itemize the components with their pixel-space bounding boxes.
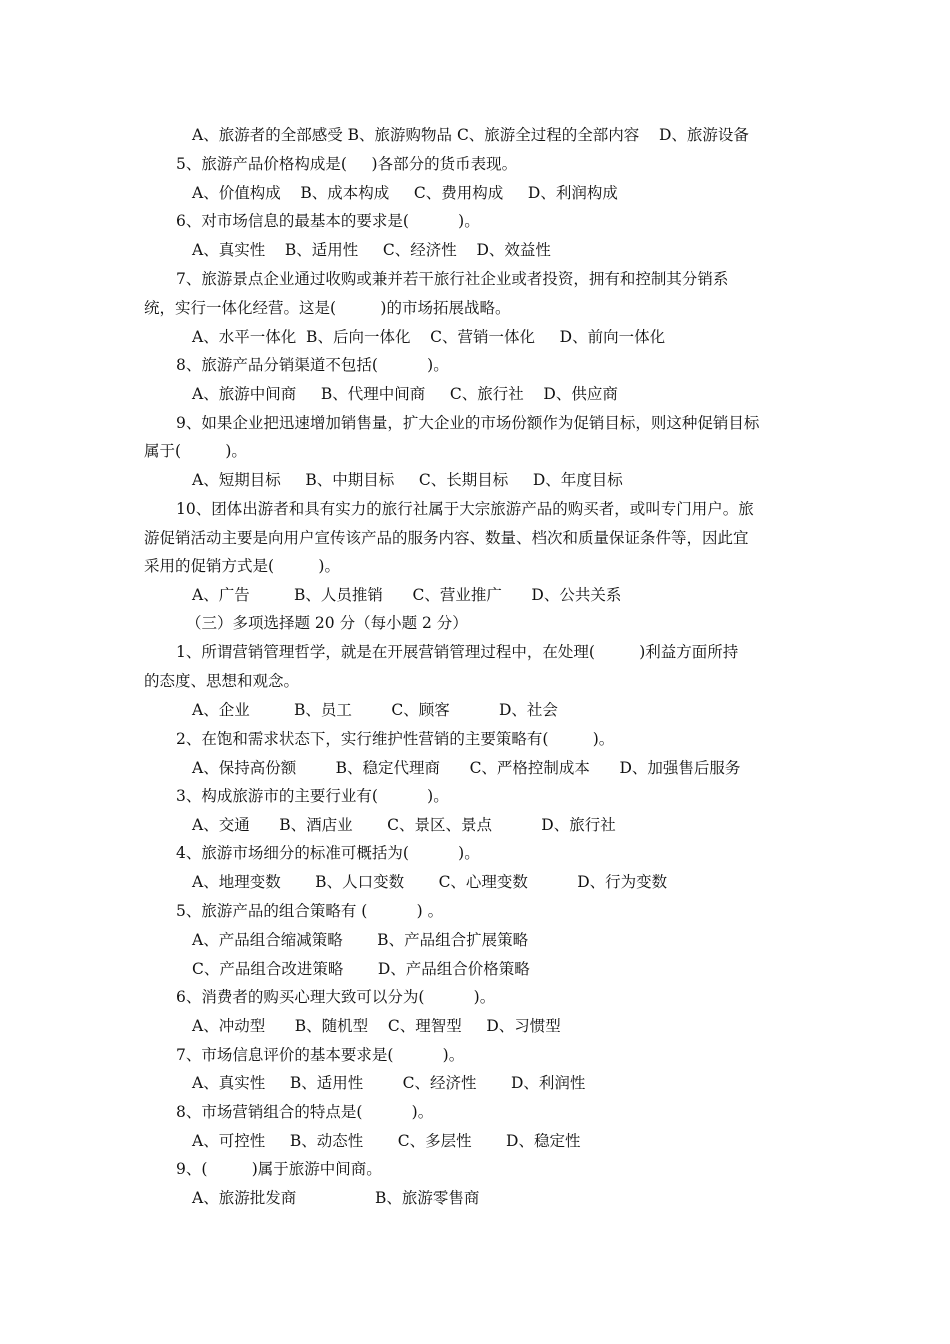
question-text: 8、旅游产品分销渠道不包括( )。 <box>176 356 449 374</box>
answer-options: A、旅游中间商 B、代理中间商 C、旅行社 D、供应商 <box>192 385 618 403</box>
answer-options: A、水平一体化 B、后向一体化 C、营销一体化 D、前向一体化 <box>192 328 666 346</box>
answer-options: A、真实性 B、适用性 C、经济性 D、利润性 <box>192 1074 586 1092</box>
question-text-continued: 统，实行一体化经营。这是( )的市场拓展战略。 <box>144 299 511 317</box>
question-text: 2、在饱和需求状态下，实行维护性营销的主要策略有( )。 <box>176 730 615 748</box>
answer-options: A、旅游批发商 B、旅游零售商 <box>192 1189 480 1207</box>
answer-options: C、产品组合改进策略 D、产品组合价格策略 <box>192 960 530 978</box>
question-text: 7、旅游景点企业通过收购或兼并若干旅行社企业或者投资，拥有和控制其分销系 <box>176 270 729 288</box>
question-text-continued: 游促销活动主要是向用户宣传该产品的服务内容、数量、档次和质量保证条件等，因此宜 <box>144 529 749 547</box>
answer-options: A、可控性 B、动态性 C、多层性 D、稳定性 <box>192 1132 581 1150</box>
answer-options: A、保持高份额 B、稳定代理商 C、严格控制成本 D、加强售后服务 <box>192 759 741 777</box>
question-text-continued: 采用的促销方式是( )。 <box>144 557 340 575</box>
question-text: 6、对市场信息的最基本的要求是( )。 <box>176 212 480 230</box>
question-text: 8、市场营销组合的特点是( )。 <box>176 1103 434 1121</box>
question-text: 7、市场信息评价的基本要求是( )。 <box>176 1046 465 1064</box>
question-text: 3、构成旅游市的主要行业有( )。 <box>176 787 449 805</box>
question-text: 1、所谓营销管理哲学，就是在开展营销管理过程中，在处理( )利益方面所持 <box>176 643 739 661</box>
question-text: 4、旅游市场细分的标准可概括为( )。 <box>176 844 480 862</box>
question-text: 9、( )属于旅游中间商。 <box>176 1160 382 1178</box>
answer-options: A、广告 B、人员推销 C、营业推广 D、公共关系 <box>192 586 622 604</box>
answer-options: A、交通 B、酒店业 C、景区、景点 D、旅行社 <box>192 816 616 834</box>
answer-options: A、价值构成 B、成本构成 C、费用构成 D、利润构成 <box>192 184 618 202</box>
answer-options: A、短期目标 B、中期目标 C、长期目标 D、年度目标 <box>192 471 623 489</box>
question-text: 10、团体出游者和具有实力的旅行社属于大宗旅游产品的购买者，或叫专门用户。旅 <box>176 500 754 518</box>
answer-options: A、旅游者的全部感受 B、旅游购物品 C、旅游全过程的全部内容 D、旅游设备 <box>192 126 749 144</box>
question-text-continued: 的态度、思想和观念。 <box>144 672 300 690</box>
question-text: 5、旅游产品的组合策略有 ( ) 。 <box>176 902 444 920</box>
answer-options: A、企业 B、员工 C、顾客 D、社会 <box>192 701 558 719</box>
answer-options: A、地理变数 B、人口变数 C、心理变数 D、行为变数 <box>192 873 668 891</box>
question-text: 5、旅游产品价格构成是( )各部分的货币表现。 <box>176 155 518 173</box>
question-text: 9、如果企业把迅速增加销售量，扩大企业的市场份额作为促销目标，则这种促销目标 <box>176 414 760 432</box>
question-text: 6、消费者的购买心理大致可以分为( )。 <box>176 988 496 1006</box>
section-heading: （三）多项选择题 20 分（每小题 2 分） <box>186 614 468 632</box>
answer-options: A、产品组合缩减策略 B、产品组合扩展策略 <box>192 931 529 949</box>
question-text-continued: 属于( )。 <box>144 442 247 460</box>
answer-options: A、真实性 B、适用性 C、经济性 D、效益性 <box>192 241 551 259</box>
answer-options: A、冲动型 B、随机型 C、理智型 D、习惯型 <box>192 1017 561 1035</box>
